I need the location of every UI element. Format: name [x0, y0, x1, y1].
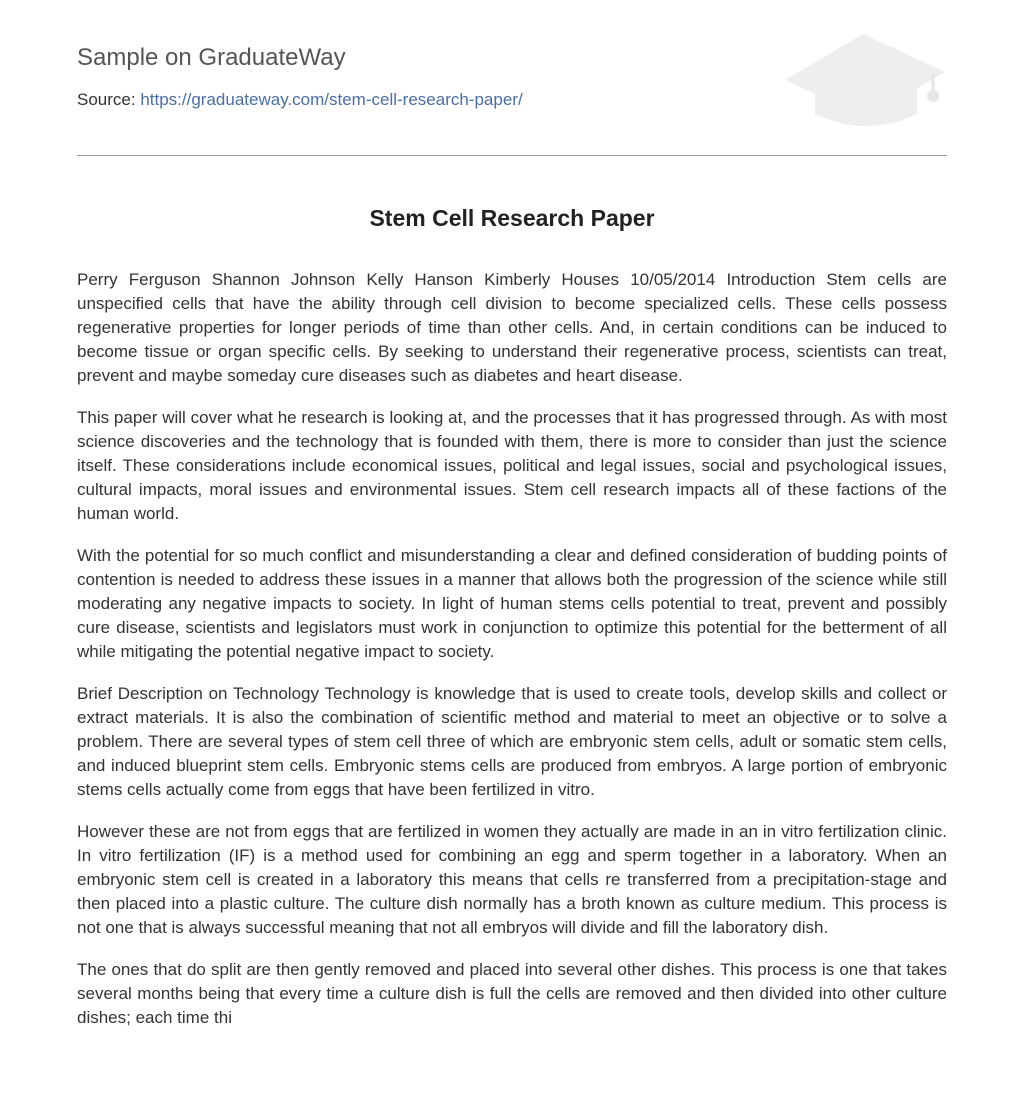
source-link[interactable]: https://graduateway.com/stem-cell-research-paper/: [140, 90, 523, 109]
page-header: [77, 0, 947, 156]
graduation-cap-icon: [781, 30, 947, 132]
paragraph: Brief Description on Technology Technology is knowledge that is used to create tools, develop skills and collect or extract materials. It is also the combination of scientific method and material to meet an objective or to solve a problem. There are several types of stem cell three of which are embryonic stem cells, adult or somatic stem cells, and induced blueprint stem cells. Embryonic stems cells are produced from embryos. A large portion of embryonic stems cells actually come from eggs that have been fertilized in vitro.: [77, 684, 947, 799]
source-label: Source:: [77, 90, 136, 109]
document-body: [77, 268, 947, 1068]
site-title: Sample on GraduateWay: [77, 44, 346, 71]
paragraph: The ones that do split are then gently removed and placed into several other dishes. This process is one that takes several months being that every time a culture dish is full the cells are removed and then divided into other culture dishes; each time thi: [77, 960, 947, 1027]
paragraph: With the potential for so much conflict and misunderstanding a clear and defined consideration of budding points of contention is needed to address these issues in a manner that allows both the progression of the science while still moderating any negative impacts to society. In light of human stems cells potential to treat, prevent and possibly cure disease, scientists and legislators must work in conjunction to optimize this potential for the betterment of all while mitigating the potential negative impact to society.: [77, 546, 947, 661]
document-title: Stem Cell Research Paper: [369, 205, 655, 231]
paragraph: However these are not from eggs that are fertilized in women they actually are made in an in vitro fertilization clinic. In vitro fertilization (IF) is a method used for combining an egg and sperm together in a laboratory. When an embryonic stem cell is created in a laboratory this means that cells re transferred from a precipitation-stage and then placed into a plastic culture. The culture dish normally has a broth known as culture medium. This process is not one that is always successful meaning that not all embryos will divide and fill the laboratory dish.: [77, 822, 947, 937]
source-line: [77, 90, 523, 110]
header-divider: [77, 155, 947, 156]
paragraph: This paper will cover what he research is looking at, and the processes that it has progressed through. As with most science discoveries and the technology that is founded with them, there is more to consider than just the science itself. These considerations include economical issues, political and legal issues, social and psychological issues, cultural impacts, moral issues and environmental issues. Stem cell research impacts all of these factions of the human world.: [77, 408, 947, 523]
paragraph: Perry Ferguson Shannon Johnson Kelly Hanson Kimberly Houses 10/05/2014 Introduction Stem cells are unspecified cells that have the ability through cell division to become specialized cells. These cells possess regenerative properties for longer periods of time than other cells. And, in certain conditions can be induced to become tissue or organ specific cells. By seeking to understand their regenerative process, scientists can treat, prevent and maybe someday cure diseases such as diabetes and heart disease.: [77, 270, 947, 385]
